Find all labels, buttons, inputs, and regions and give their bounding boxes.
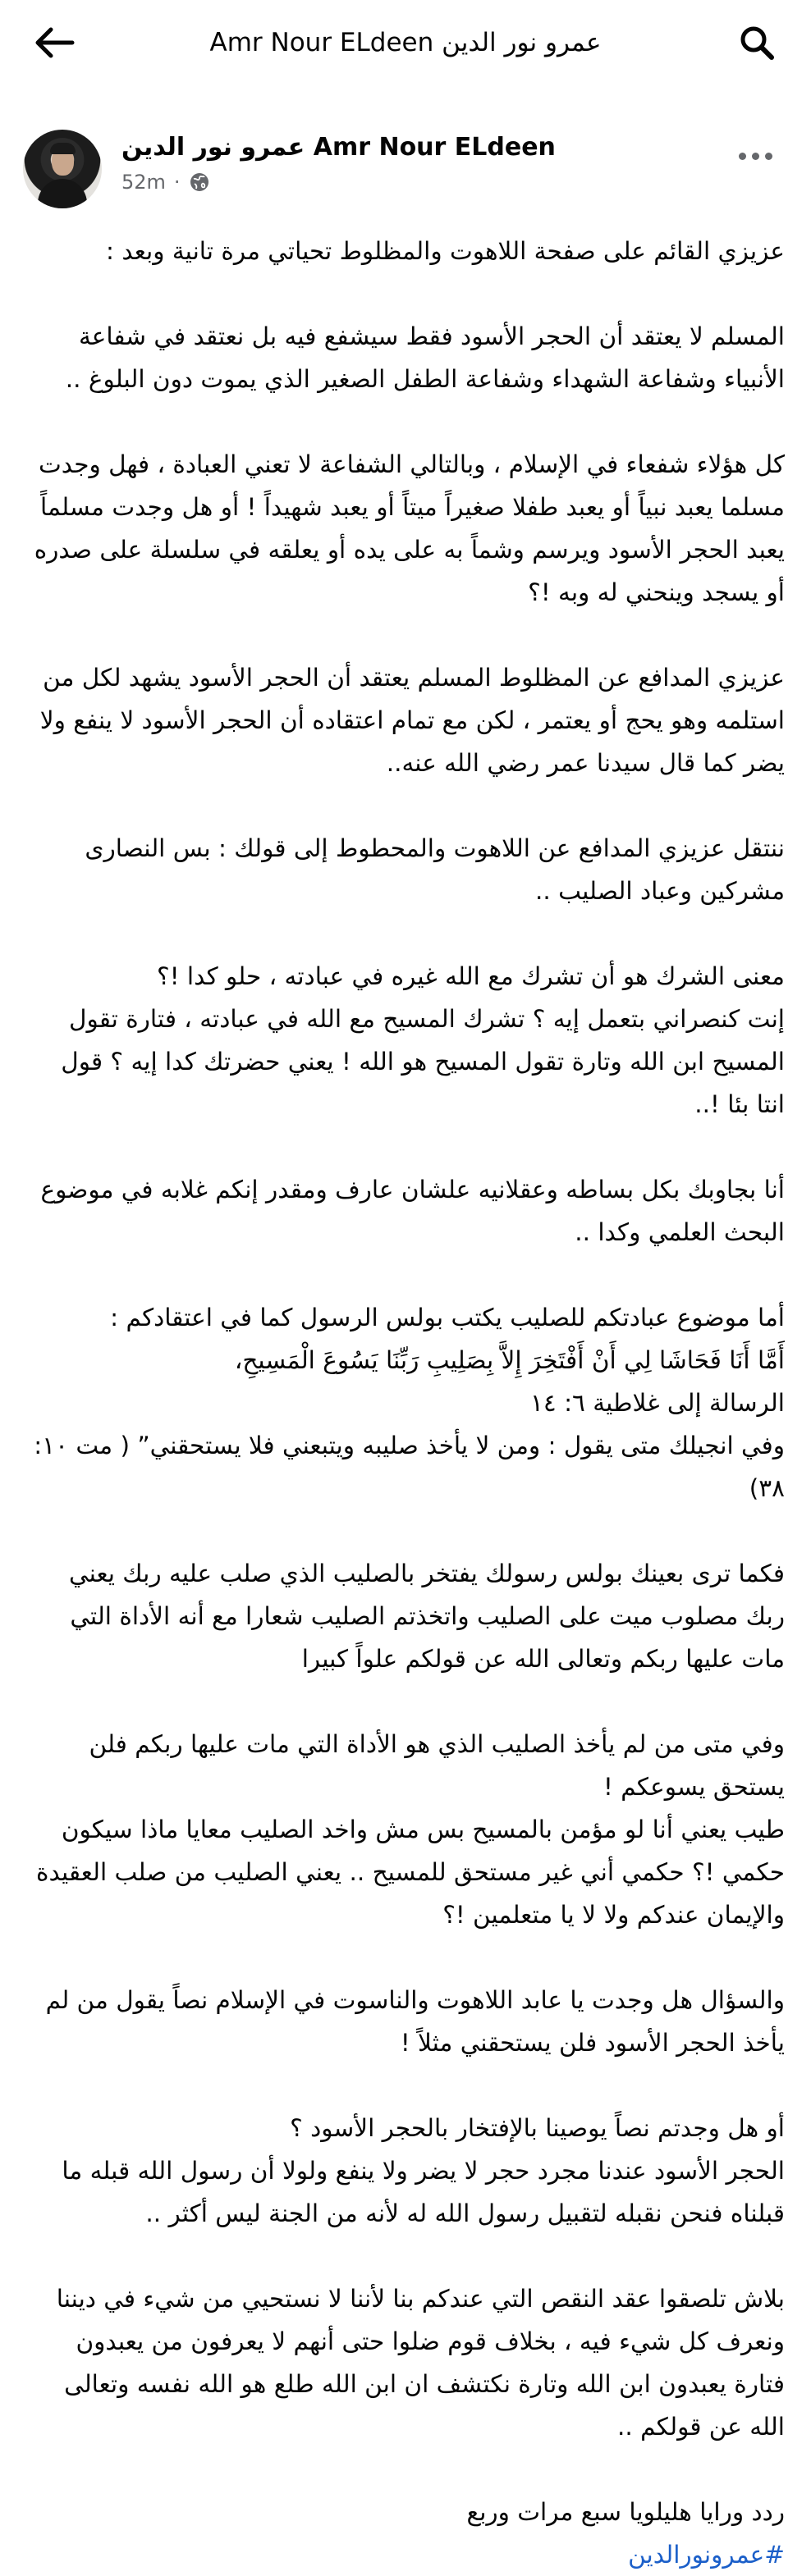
paragraph: ردد ورايا هليلويا سبع مرات وربع [466,2498,785,2526]
top-bar [0,0,811,85]
paragraph: عزيزي المدافع عن المظلوط المسلم يعتقد أن الحجر الأسود يشهد لكل من استلمه وهو يحج أو يعتمر ، لكن مع تمام اعتقاده أن الحجر الأسود لا ينفع ولا يضر كما قال سيدنا عمر رضي الله عنه.. [39,664,785,777]
paragraph: ننتقل عزيزي المدافع عن اللاهوت والمحطوط إلى قولك : بس النصارى مشركين وعباد الصليب .. [85,834,785,905]
search-icon [739,25,775,61]
post-time[interactable]: 52m [121,171,166,194]
post-meta [121,171,210,194]
arrow-left-icon [33,26,76,59]
paragraph: والسؤال هل وجدت يا عابد اللاهوت والناسوت في الإسلام نصاً يقول من لم يأخذ الحجر الأسود فلن يستحقني مثلاً ! [45,1986,785,2057]
paragraph: فكما ترى بعينك بولس رسولك يفتخر بالصليب الذي صلب عليه ربك يعني ربك مصلوب ميت على الصليب واتخذتم الصليب شعارا مع أنه الأداة التي مات عليها ربكم وتعالى الله عن قولكم علواً كبيرا [68,1560,785,1673]
globe-icon[interactable] [189,171,210,193]
paragraph: معنى الشرك هو أن تشرك مع الله غيره في عبادته ، حلو كدا !؟ إنت كنصراني بتعمل إيه ؟ تشرك المسيح مع الله في عبادته ، فتارة تقول المسيح ابن الله وتارة تقول المسيح هو الله ! يعني حضرتك كدا إيه ؟ قول انتا بئا !.. [61,962,785,1118]
back-button[interactable] [30,18,79,67]
avatar[interactable] [23,130,102,208]
paragraph: أما موضوع عبادتكم للصليب يكتب بولس الرسول كما في اعتقادكم : أَمَّا أَنَا فَحَاشَا لِي أَنْ أَفْتَخِرَ إِلاَّ بِصَلِيبِ رَبِّنَا يَسُوعَ الْمَسِيحِ، الرسالة إلى غلاطية ٦: ١٤ وفي انجيلك متى يقول : ومن لا يأخذ صليبه ويتبعني فلا يستحقني” ( مت ١٠: ٣٨) [34,1304,785,1502]
paragraph: وفي متى من لم يأخذ الصليب الذي هو الأداة التي مات عليها ربكم فلن يستحق يسوعكم ! طيب يعني أنا لو مؤمن بالمسيح بس مش واخد الصليب معايا ماذا سيكون حكمي !؟ حكمي أني غير مستحق للمسيح .. يعني الصليب من صلب العقيدة والإيمان عندكم ولا لا يا متعلمين !؟ [36,1730,785,1929]
meta-separator: · [173,171,181,194]
paragraph: المسلم لا يعتقد أن الحجر الأسود فقط سيشفع فيه بل نعتقد في شفاعة الأنبياء وشفاعة الشهداء وشفاعة الطفل الصغير الذي يموت دون البلوغ .. [65,322,785,393]
page-title: Amr Nour ELdeen عمرو نور الدين [209,28,602,57]
paragraph: عزيزي القائم على صفحة اللاهوت والمظلوط تحياتي مرة تانية وبعد : [106,237,785,265]
post-text [26,230,785,2576]
paragraph: أو هل وجدتم نصاً يوصينا بالإفتخار بالحجر الأسود ؟ الحجر الأسود عندنا مجرد حجر لا يضر ولا ينفع ولولا أن رسول الله قبله ما قبلناه فنحن نقبله لتقبيل رسول الله له لأنه من الجنة ليس أكثر .. [62,2114,785,2227]
author-name[interactable]: عمرو نور الدين Amr Nour ELdeen [121,133,556,162]
hashtag-line [26,2533,785,2576]
post-header [0,123,811,213]
hashtag-link[interactable]: #عمرونورالدين [628,2541,785,2569]
more-options-button[interactable] [731,139,780,172]
paragraph: بلاش تلصقوا عقد النقص التي عندكم بنا لأننا لا نستحيي من شيء في ديننا ونعرف كل شيء فيه ، بخلاف قوم ضلوا حتى أنهم لا يعرفون من يعبدون فتارة يعبدون ابن الله وتارة نكتشف ان ابن الله طلع هو الله نفسه وتعالى الله عن قولكم .. [56,2285,785,2441]
paragraph: كل هؤلاء شفعاء في الإسلام ، وبالتالي الشفاعة لا تعني العبادة ، فهل وجدت مسلما يعبد نبياً أو يعبد طفلا صغيراً ميتاً أو يعبد شهيداً ! أو هل وجدت مسلماً يعبد الحجر الأسود ويرسم وشماً به على يده أو يعلقه في سلسلة على صدره أو يسجد وينحني له وبه !؟ [34,450,785,606]
paragraph: أنا بجاوبك بكل بساطه وعقلانيه علشان عارف ومقدر إنكم غلابه في موضوع البحث العلمي وكدا .. [40,1176,785,1246]
more-horizontal-icon [739,153,746,160]
search-button[interactable] [732,18,781,67]
